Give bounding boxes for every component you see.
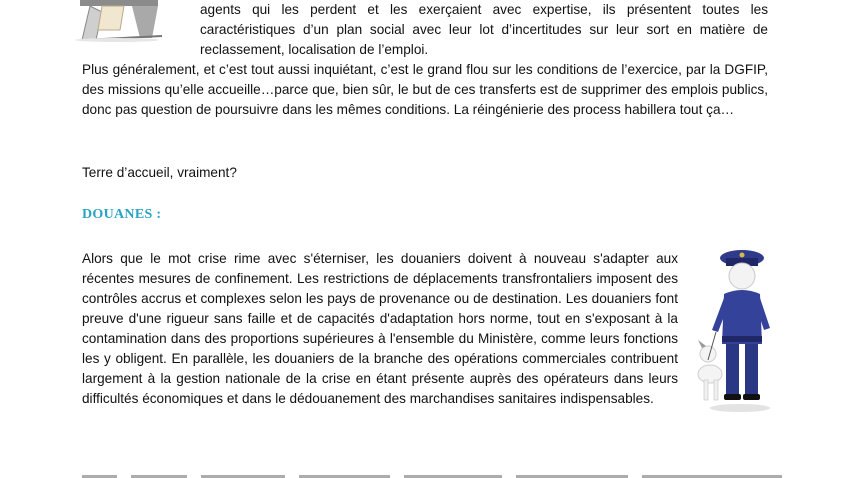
section-heading: DOUANES : bbox=[82, 207, 162, 222]
police-figure-with-dog-illustration bbox=[696, 244, 782, 414]
general-paragraph: Plus généralement, et c’est tout aussi inquiétant, c’est le grand flou sur les conditions de l’exercice, par la DGFIP, des missions qu’elle accueille…parce que, bien sûr, le but de ces transferts est de supprimer des emplois publics, donc pas question de poursuivre dans les mêmes conditions. La réingénierie des process habillera tout ça… bbox=[82, 62, 768, 117]
clipped-next-line bbox=[82, 466, 782, 478]
douanes-paragraph: Alors que le mot crise rime avec s'éterniser, les douaniers doivent à nouveau s'adapter aux récentes mesures de confinement. Les restrictions de déplacements transfrontaliers imposent des contrôles accrus et complexes selon les pays de provenance ou de destination. Les douaniers font preuve d'une rigueur sans faille et de capacités d'adaptation hors norme, tout en s'exposant à la contamination dans des proportions supérieures à l'ensemble du Ministère, comme leurs fonctions les y obligent. En parallèle, les douaniers de la branche des opérations commerciales contribuent largement à la gestion nationale de la crise en étant présente auprès des opérateurs dans leurs difficultés économiques et dans le dédouanement des marchandises sanitaires indispensables. bbox=[82, 251, 678, 406]
desk-figure-illustration bbox=[62, 0, 172, 42]
question-paragraph: Terre d’accueil, vraiment? bbox=[82, 165, 237, 180]
intro-paragraph: agents qui les perdent et les exerçaient avec expertise, ils présentent toutes les caractéristiques d’un plan social avec leur lot d’incertitudes sur leur sort en matière de reclassement, localisation de l’emploi. bbox=[200, 2, 768, 57]
